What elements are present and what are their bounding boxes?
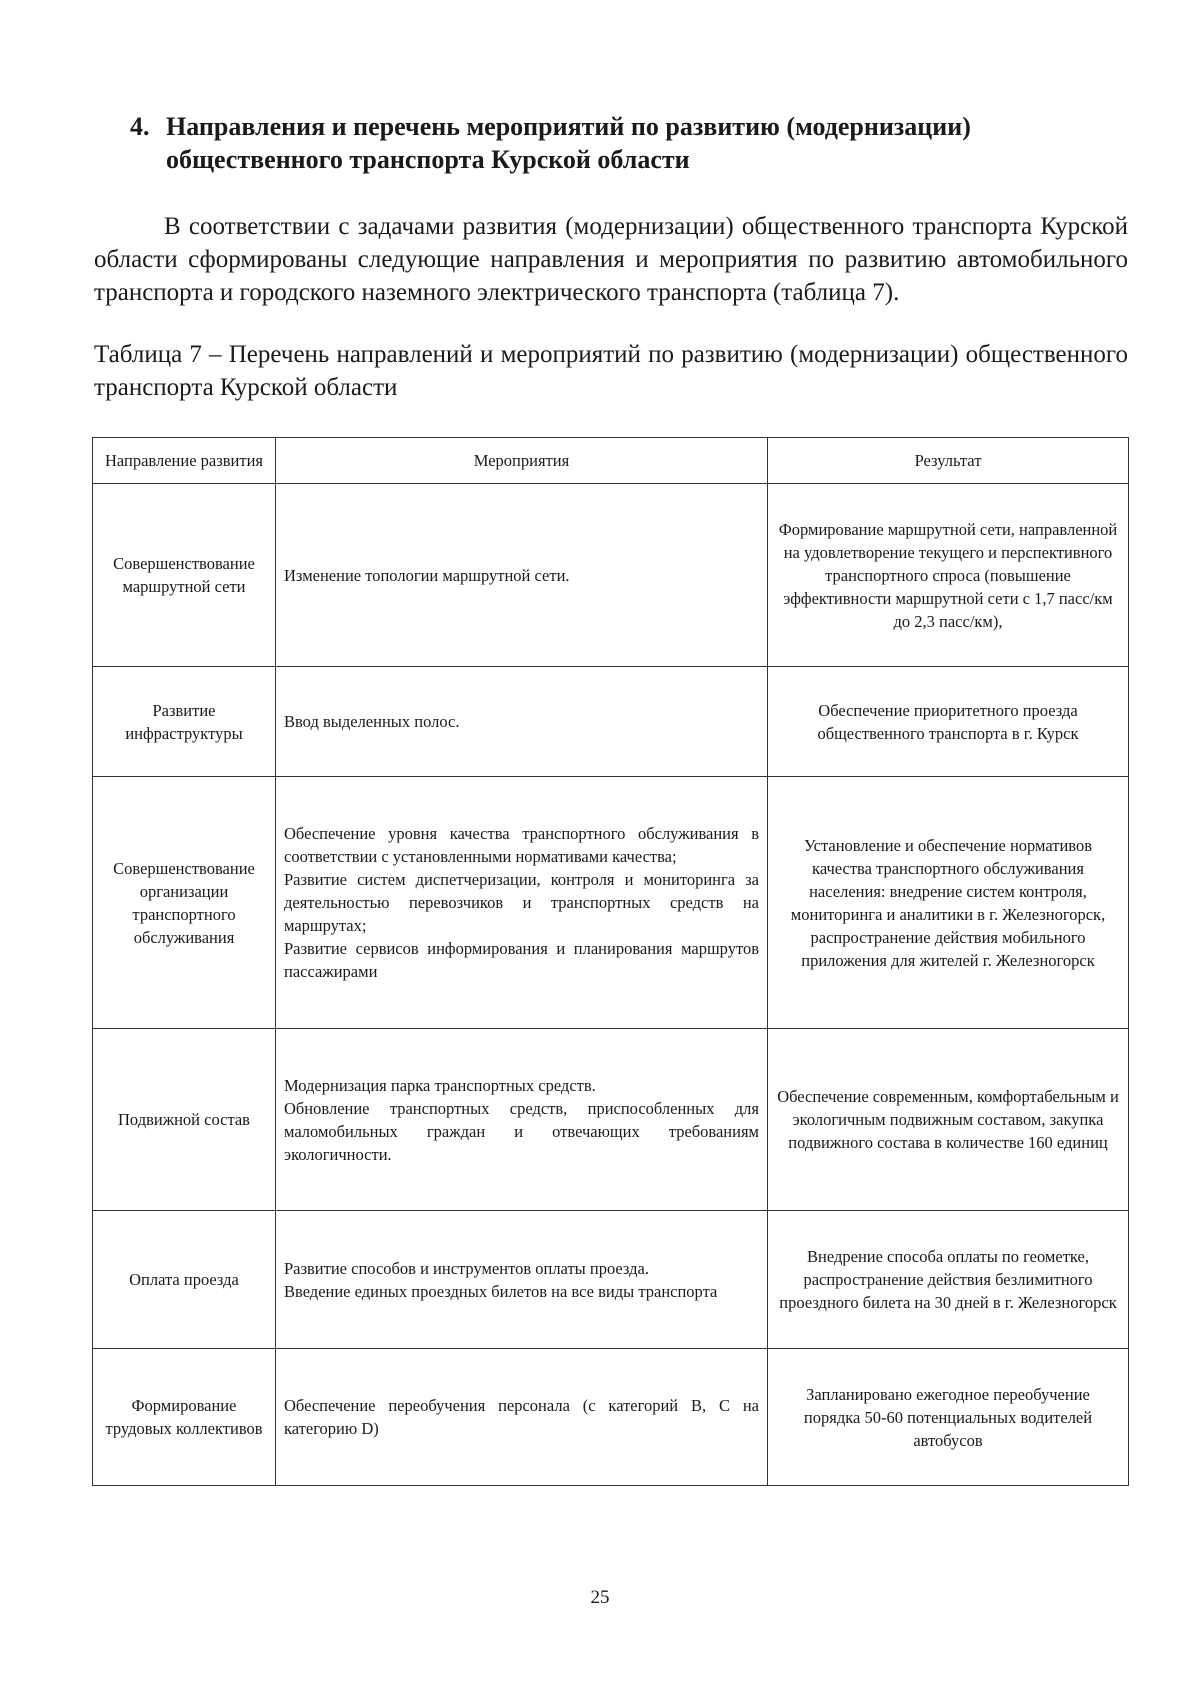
table-row (93, 1349, 1129, 1486)
cell-result: Запланировано ежегодное переобучение порядка 50-60 потенциальных водителей автобусов (768, 1349, 1129, 1486)
table-row (93, 667, 1129, 777)
header-direction: Направление развития (93, 438, 276, 484)
measure-item: Ввод выделенных полос. (284, 712, 460, 731)
cell-result: Установление и обеспечение нормативов качества транспортного обслуживания населения: внедрение систем контроля, мониторинга и аналитики в г. Железногорск, распространение действия мобильного приложения для жителей г. Железногорск (768, 777, 1129, 1029)
cell-direction: Формирование трудовых коллективов (93, 1349, 276, 1486)
cell-direction: Совершенствование организации транспортного обслуживания (93, 777, 276, 1029)
measure-item: Развитие систем диспетчеризации, контроля и мониторинга за деятельностью перевозчиков и транспортных средств на маршрутах; (284, 870, 759, 935)
cell-direction: Оплата проезда (93, 1211, 276, 1349)
cell-measures (276, 484, 768, 667)
table-caption: Таблица 7 – Перечень направлений и мероприятий по развитию (модернизации) общественного транспорта Курской области (94, 341, 1128, 401)
section-number: 4. (130, 112, 150, 141)
header-result: Результат (768, 438, 1129, 484)
cell-measures (276, 667, 768, 777)
table-row (93, 484, 1129, 667)
cell-direction: Совершенствование маршрутной сети (93, 484, 276, 667)
cell-result: Формирование маршрутной сети, направленной на удовлетворение текущего и перспективного транспортного спроса (повышение эффективности маршрутной сети с 1,7 пасс/км до 2,3 пасс/км), (768, 484, 1129, 667)
cell-measures (276, 777, 768, 1029)
cell-measures (276, 1029, 768, 1211)
measure-item: Модернизация парка транспортных средств. (284, 1075, 596, 1095)
table-row (93, 1029, 1129, 1211)
page-number: 25 (590, 1587, 610, 1608)
cell-result: Обеспечение приоритетного проезда общественного транспорта в г. Курск (768, 667, 1129, 777)
measure-item: Развитие способов и инструментов оплаты проезда. (284, 1258, 649, 1278)
table-row (93, 777, 1129, 1029)
table-row (93, 1211, 1129, 1349)
measure-item: Обеспечение уровня качества транспортного обслуживания в соответствии с установленными нормативами качества; (284, 824, 759, 866)
measure-item: Развитие сервисов информирования и планирования маршрутов пассажирами (284, 939, 759, 981)
measure-item: Обновление транспортных средств, приспособленных для маломобильных граждан и отвечающих требованиям экологичности. (284, 1098, 759, 1164)
measures-table (92, 437, 1129, 1486)
section-heading (130, 110, 1110, 176)
intro-paragraph: В соответствии с задачами развития (модернизации) общественного транспорта Курской области сформированы следующие направления и мероприятия по развитию автомобильного транспорта и городского наземного электрического транспорта (таблица 7). (94, 213, 1128, 306)
cell-direction: Подвижной состав (93, 1029, 276, 1211)
cell-measures (276, 1349, 768, 1486)
measure-item: Изменение топологии маршрутной сети. (284, 565, 570, 585)
table-header-row (93, 438, 1129, 484)
cell-direction: Развитие инфраструктуры (93, 667, 276, 777)
section-title: Направления и перечень мероприятий по развитию (модернизации) общественного транспорта Курской области (166, 112, 971, 174)
cell-measures (276, 1211, 768, 1349)
measure-item: Обеспечение переобучения персонала (с категорий B, C на категорию D) (284, 1396, 759, 1438)
cell-result: Обеспечение современным, комфортабельным и экологичным подвижным составом, закупка подвижного состава в количестве 160 единиц (768, 1029, 1129, 1211)
cell-result: Внедрение способа оплаты по геометке, распространение действия безлимитного проездного билета на 30 дней в г. Железногорск (768, 1211, 1129, 1349)
header-measures: Мероприятия (276, 438, 768, 484)
measure-item: Введение единых проездных билетов на все виды транспорта (284, 1281, 718, 1301)
